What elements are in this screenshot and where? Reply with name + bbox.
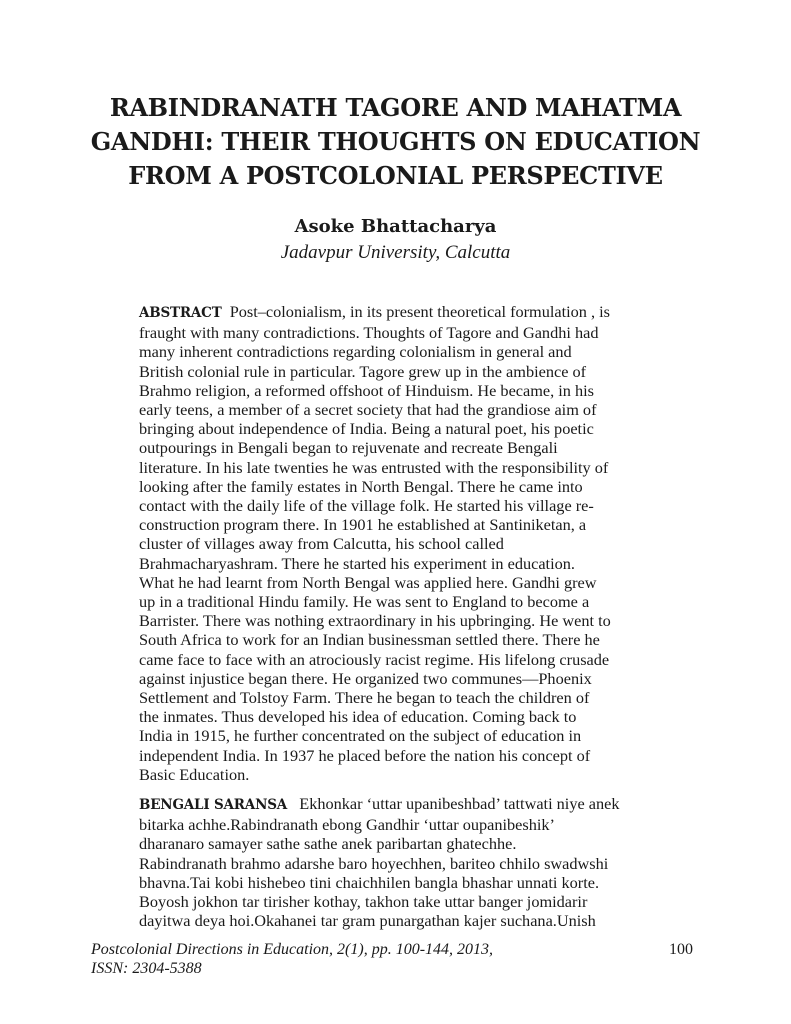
- abstract-line: Post–colonialism, in its present theoretical formulation , is: [229, 302, 611, 321]
- abstract-line: contact with the daily life of the village folk. He started his village re-: [139, 496, 594, 516]
- abstract-line: India in 1915, he further concentrated on the subject of education in: [139, 726, 582, 746]
- abstract-line: cluster of villages away from Calcutta, his school called: [139, 534, 504, 554]
- abstract-line: looking after the family estates in North Bengal. There he came into: [139, 476, 583, 496]
- abstract-line: Brahmo religion, a reformed offshoot of Hinduism. He became, in his: [139, 380, 595, 400]
- abstract-line: against injustice began there. He organized two communes—Phoenix: [139, 668, 592, 688]
- abstract-line: outpourings in Bengali began to rejuvenate and recreate Bengali: [139, 438, 558, 458]
- abstract-line: early teens, a member of a secret society that had the grandiose aim of: [139, 400, 597, 420]
- abstract-line: Settlement and Tolstoy Farm. There he began to teach the children of: [139, 688, 590, 708]
- saransa-line: Boyosh jokhon tar tirisher kothay, takhon take uttar banger jomidarir: [139, 892, 588, 912]
- abstract-first-line: [139, 302, 719, 323]
- abstract-line: What he had learnt from North Bengal was applied here. Gandhi grew: [139, 572, 597, 592]
- saransa-line: Rabindranath brahmo adarshe baro hoyechhen, bariteo chhilo swadwshi: [139, 853, 609, 873]
- citation-line: Postcolonial Directions in Education, 2(1), pp. 100-144, 2013,: [91, 941, 494, 958]
- citation-issn: ISSN: 2304-5388: [91, 960, 202, 977]
- bengali-saransa-section: [139, 794, 719, 930]
- saransa-heading: BENGALI SARANSA: [139, 797, 288, 813]
- abstract-line: the inmates. Thus developed his idea of education. Coming back to: [139, 707, 577, 727]
- saransa-line: dharanaro samayer sathe sathe anek paribartan ghatechhe.: [139, 834, 517, 854]
- abstract-line: independent India. In 1937 he placed before the nation his concept of: [139, 745, 591, 765]
- journal-citation: [91, 940, 493, 978]
- saransa-line: bhavna.Tai kobi hishebeo tini chaichhilen bangla bhashar unnati korte.: [139, 872, 600, 892]
- abstract-line: literature. In his late twenties he was entrusted with the responsibility of: [139, 457, 609, 477]
- abstract-heading: ABSTRACT: [139, 305, 222, 321]
- saransa-line: Ekhonkar ‘uttar upanibeshbad’ tattwati niye anek: [299, 794, 620, 813]
- abstract-line: up in a traditional Hindu family. He was sent to England to become a: [139, 592, 590, 612]
- title-line: FROM A POSTCOLONIAL PERSPECTIVE: [128, 161, 663, 190]
- abstract-line: British colonial rule in particular. Tagore grew up in the ambience of: [139, 361, 587, 381]
- abstract-line: many inherent contradictions regarding colonialism in general and: [139, 342, 572, 362]
- abstract-line: Basic Education.: [139, 764, 250, 784]
- abstract-line: Brahmacharyashram. There he started his experiment in education.: [139, 553, 575, 573]
- abstract-section: [139, 302, 719, 784]
- page-number: 100: [669, 941, 693, 958]
- saransa-line: dayitwa deya hoi.Okahanei tar gram punargathan kajer suchana.Unish: [139, 911, 596, 931]
- title-line: RABINDRANATH TAGORE AND MAHATMA: [109, 93, 682, 122]
- abstract-line: Barrister. There was nothing extraordinary in his upbringing. He went to: [139, 611, 611, 631]
- author-affiliation: Jadavpur University, Calcutta: [280, 242, 511, 263]
- abstract-line: came face to face with an atrociously racist regime. His lifelong crusade: [139, 649, 610, 669]
- title-line: GANDHI: THEIR THOUGHTS ON EDUCATION: [90, 127, 701, 156]
- saransa-line: bitarka achhe.Rabindranath ebong Gandhir ‘uttar oupanibeshik’: [139, 815, 555, 835]
- saransa-first-line: [139, 794, 719, 815]
- author-name: Asoke Bhattacharya: [294, 216, 497, 237]
- abstract-line: construction program there. In 1901 he established at Santiniketan, a: [139, 515, 587, 535]
- abstract-line: fraught with many contradictions. Thoughts of Tagore and Gandhi had: [139, 323, 599, 343]
- paper-title: [60, 91, 731, 193]
- abstract-line: South Africa to work for an Indian businessman settled there. There he: [139, 630, 600, 650]
- abstract-line: bringing about independence of India. Being a natural poet, his poetic: [139, 419, 594, 439]
